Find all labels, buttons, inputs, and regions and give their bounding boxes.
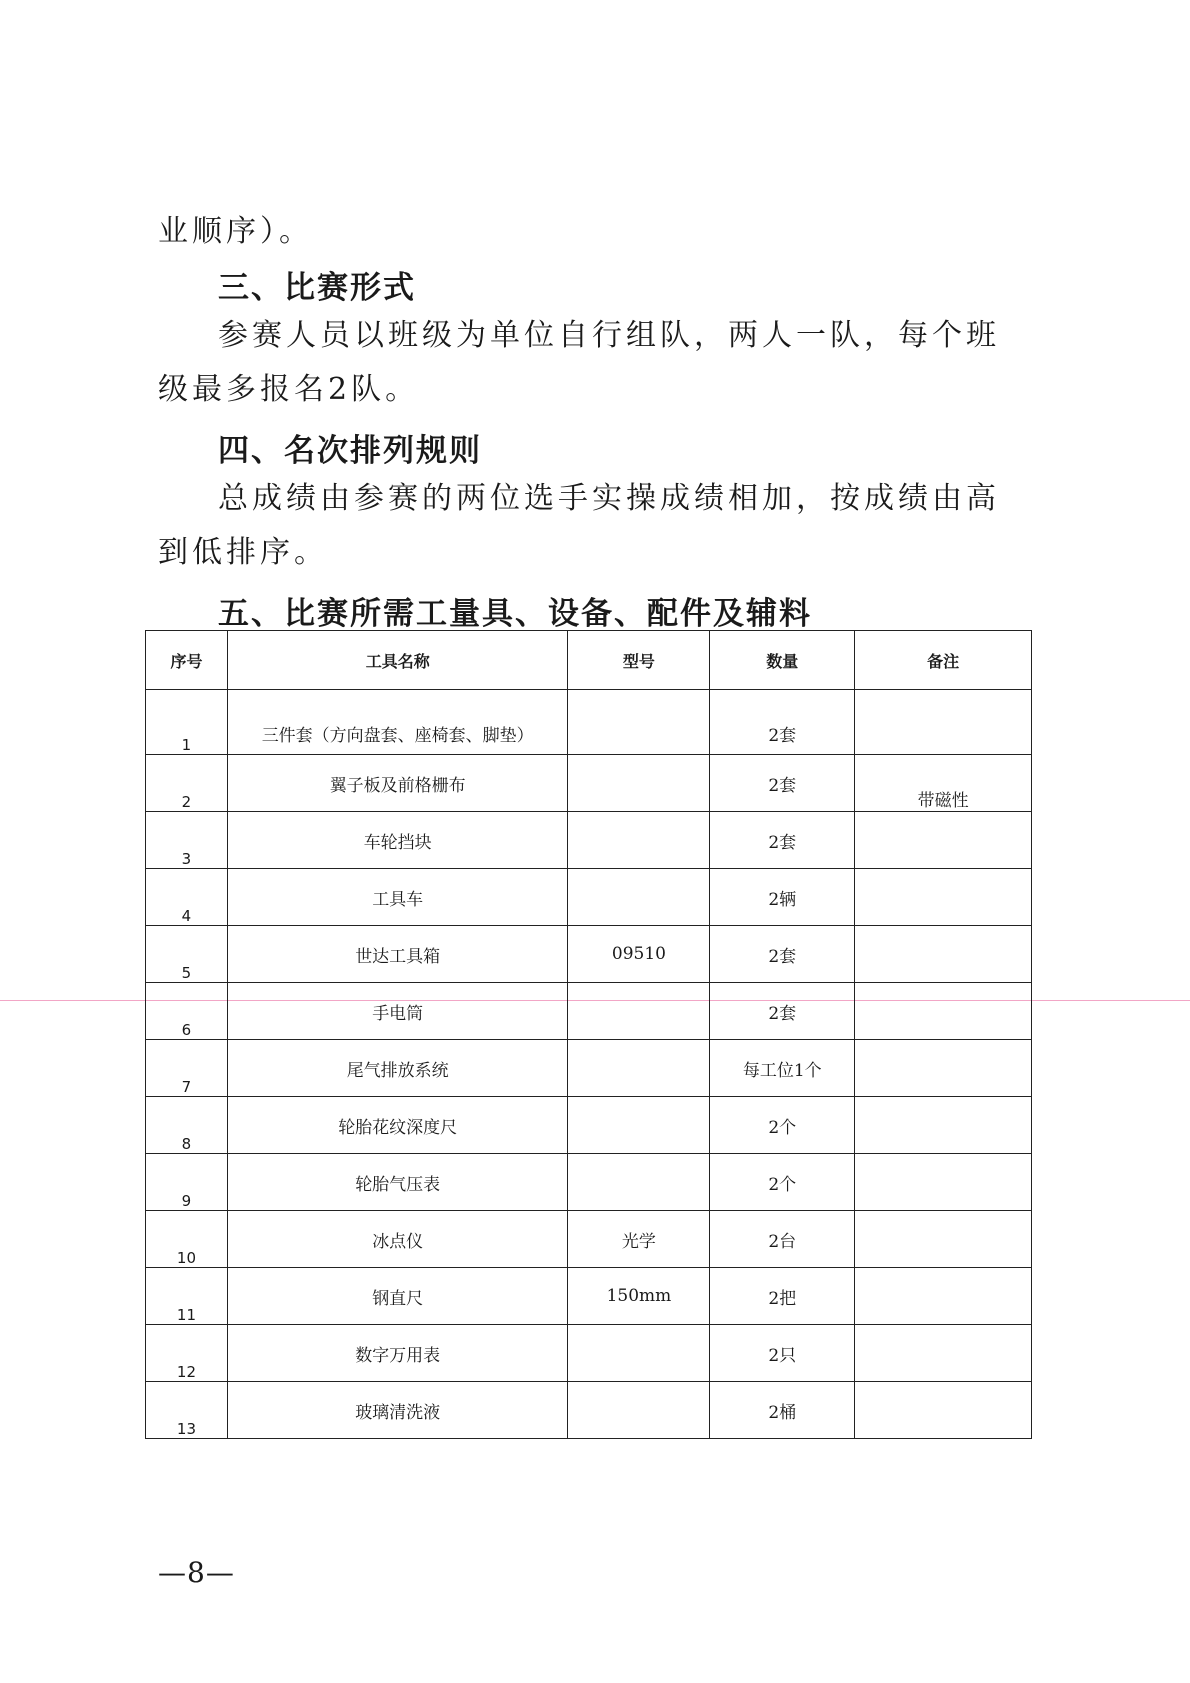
section-heading-4: 四、名次排列规则 (218, 433, 482, 469)
cell-model (568, 1382, 710, 1439)
cell-remark (855, 1211, 1032, 1268)
cell-quantity: 2个 (710, 1097, 855, 1154)
table-row (146, 1097, 1032, 1154)
paragraph-continuation: 业顺序）。 (158, 214, 313, 249)
cell-model (568, 869, 710, 926)
cell-tool-name: 手电筒 (227, 983, 568, 1040)
cell-quantity: 2辆 (710, 869, 855, 926)
header-tool-name: 工具名称 (227, 631, 568, 690)
cell-index: 13 (146, 1382, 228, 1439)
table-row (146, 1040, 1032, 1097)
page-number: —8— (158, 1556, 235, 1589)
cell-tool-name: 钢直尺 (227, 1268, 568, 1325)
table-row (146, 1325, 1032, 1382)
cell-tool-name: 工具车 (227, 869, 568, 926)
cell-index: 9 (146, 1154, 228, 1211)
cell-model: 光学 (568, 1211, 710, 1268)
cell-index: 5 (146, 926, 228, 983)
paragraph-competition-format: 参赛人员以班级为单位自行组队，两人一队，每个班级最多报名2队。 (158, 318, 1000, 407)
paragraph-ranking-rules: 总成绩由参赛的两位选手实操成绩相加，按成绩由高到低排序。 (158, 481, 1000, 570)
tools-table (145, 630, 1032, 1439)
cell-remark (855, 926, 1032, 983)
table-row (146, 1211, 1032, 1268)
section-heading-3: 三、比赛形式 (218, 270, 416, 306)
table-header-row (146, 631, 1032, 690)
cell-remark (855, 1097, 1032, 1154)
cell-tool-name: 冰点仪 (227, 1211, 568, 1268)
cell-model (568, 1097, 710, 1154)
cell-model (568, 690, 710, 755)
cell-model (568, 1154, 710, 1211)
cell-model (568, 755, 710, 812)
cell-index: 1 (146, 690, 228, 755)
cell-quantity: 2套 (710, 812, 855, 869)
table-row (146, 869, 1032, 926)
cell-tool-name: 尾气排放系统 (227, 1040, 568, 1097)
cell-model (568, 1040, 710, 1097)
cell-tool-name: 翼子板及前格栅布 (227, 755, 568, 812)
cell-model: 09510 (568, 926, 710, 983)
cell-quantity: 每工位1个 (710, 1040, 855, 1097)
cell-index: 8 (146, 1097, 228, 1154)
cell-tool-name: 轮胎气压表 (227, 1154, 568, 1211)
cell-remark (855, 1040, 1032, 1097)
cell-index: 3 (146, 812, 228, 869)
cell-tool-name: 玻璃清洗液 (227, 1382, 568, 1439)
cell-tool-name: 数字万用表 (227, 1325, 568, 1382)
cell-quantity: 2套 (710, 690, 855, 755)
cell-quantity: 2个 (710, 1154, 855, 1211)
cell-model (568, 1325, 710, 1382)
cell-index: 2 (146, 755, 228, 812)
cell-tool-name: 三件套（方向盘套、座椅套、脚垫） (227, 690, 568, 755)
cell-tool-name: 车轮挡块 (227, 812, 568, 869)
table-row (146, 755, 1032, 812)
cell-remark (855, 1154, 1032, 1211)
cell-index: 6 (146, 983, 228, 1040)
table-row (146, 690, 1032, 755)
cell-quantity: 2套 (710, 755, 855, 812)
table-row (146, 983, 1032, 1040)
cell-quantity: 2套 (710, 926, 855, 983)
header-quantity: 数量 (710, 631, 855, 690)
section-heading-5: 五、比赛所需工量具、设备、配件及辅料 (218, 596, 812, 632)
cell-quantity: 2台 (710, 1211, 855, 1268)
table-row (146, 812, 1032, 869)
cell-index: 4 (146, 869, 228, 926)
table-row (146, 1382, 1032, 1439)
header-model: 型号 (568, 631, 710, 690)
table-row (146, 1154, 1032, 1211)
table-row (146, 1268, 1032, 1325)
cell-remark (855, 1325, 1032, 1382)
cell-remark (855, 690, 1032, 755)
cell-index: 11 (146, 1268, 228, 1325)
cell-remark: 带磁性 (855, 755, 1032, 812)
header-index: 序号 (146, 631, 228, 690)
cell-quantity: 2把 (710, 1268, 855, 1325)
cell-remark (855, 1382, 1032, 1439)
cell-remark (855, 812, 1032, 869)
cell-remark (855, 983, 1032, 1040)
cell-quantity: 2套 (710, 983, 855, 1040)
cell-model (568, 983, 710, 1040)
cell-index: 12 (146, 1325, 228, 1382)
table-row (146, 926, 1032, 983)
cell-quantity: 2桶 (710, 1382, 855, 1439)
cell-tool-name: 轮胎花纹深度尺 (227, 1097, 568, 1154)
cell-tool-name: 世达工具箱 (227, 926, 568, 983)
cell-remark (855, 1268, 1032, 1325)
cell-index: 10 (146, 1211, 228, 1268)
header-remark: 备注 (855, 631, 1032, 690)
cell-index: 7 (146, 1040, 228, 1097)
cell-quantity: 2只 (710, 1325, 855, 1382)
cell-model: 150mm (568, 1268, 710, 1325)
cell-remark (855, 869, 1032, 926)
cell-model (568, 812, 710, 869)
